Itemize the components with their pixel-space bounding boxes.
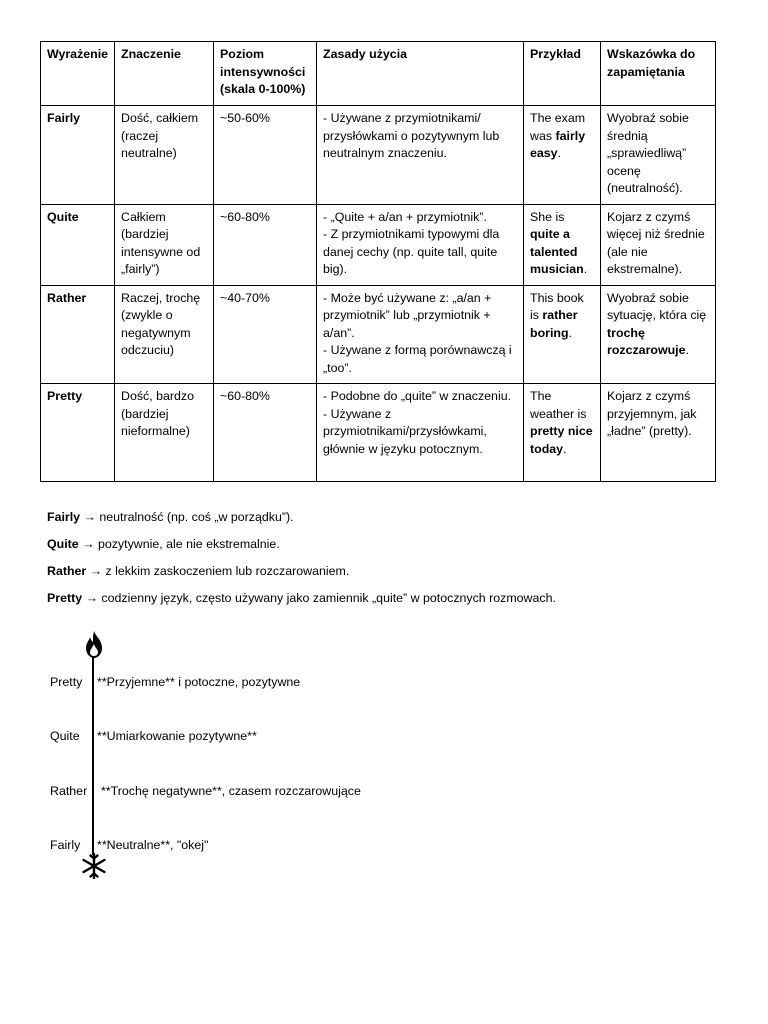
header-cell: Wskazówka do zapamiętania bbox=[601, 42, 716, 106]
table-row bbox=[41, 204, 716, 285]
example-cell bbox=[524, 106, 601, 205]
summary-text: → z lekkim zaskoczeniem lub rozczarowaniem. bbox=[86, 564, 350, 578]
summary-word: Quite bbox=[47, 537, 79, 551]
hint-pre: Wyobraź sobie sytuację, która cię bbox=[607, 290, 707, 322]
example-pre: The exam was bbox=[530, 111, 586, 143]
summary-word: Pretty bbox=[47, 591, 83, 605]
example-pre: This book is bbox=[530, 290, 584, 322]
example-cell bbox=[524, 384, 601, 482]
level-cell: ~60-80% bbox=[214, 384, 317, 482]
hint-pre: Kojarz z czymś przyjemnym, jak „ładne” (pretty). bbox=[607, 389, 697, 438]
scale-label: Fairly bbox=[50, 838, 81, 852]
scale-label: Pretty bbox=[50, 675, 83, 689]
example-bold: fairly easy bbox=[530, 128, 586, 160]
summary-word: Fairly bbox=[47, 510, 81, 524]
table-row bbox=[41, 106, 716, 205]
scale-label: Quite bbox=[50, 729, 80, 743]
summary-line bbox=[47, 510, 294, 524]
hint-pre: Kojarz z czymś więcej niż średnie (ale nie ekstremalne). bbox=[607, 209, 705, 276]
rule-line: - Używane z formą porównawczą i „too”. bbox=[323, 343, 512, 375]
header-cell: Poziom intensywności (skala 0-100%) bbox=[214, 42, 317, 106]
summary-text: → pozytywnie, ale nie ekstremalnie. bbox=[78, 537, 280, 551]
rules-cell bbox=[317, 204, 524, 285]
comparison-table bbox=[40, 41, 716, 482]
expression-cell: Quite bbox=[41, 204, 115, 285]
example-bold: rather boring bbox=[530, 308, 578, 340]
example-pre: The weather is bbox=[530, 389, 587, 421]
rule-line: - Podobne do „quite” w znaczeniu. bbox=[323, 389, 512, 403]
level-cell: ~50-60% bbox=[214, 106, 317, 205]
summary-word: Rather bbox=[47, 564, 87, 578]
fire-icon bbox=[83, 630, 105, 660]
rule-line: - „Quite + a/an + przymiotnik”. bbox=[323, 209, 487, 224]
scale-description: **Neutralne**, "okej" bbox=[97, 838, 209, 852]
table-row bbox=[41, 384, 716, 482]
meaning-cell: Całkiem (bardziej intensywne od „fairly”) bbox=[115, 204, 214, 285]
summary-line bbox=[47, 591, 556, 605]
rules-cell bbox=[317, 384, 524, 482]
scale-description: **Umiarkowanie pozytywne** bbox=[97, 729, 257, 743]
example-cell bbox=[524, 285, 601, 384]
expression-cell: Pretty bbox=[41, 384, 115, 482]
rule-line: - Używane z przymiotnikami/ przysłówkami o pozytywnym lub neutralnym znaczeniu. bbox=[323, 111, 500, 160]
level-cell: ~60-80% bbox=[214, 204, 317, 285]
header-cell: Zasady użycia bbox=[317, 42, 524, 106]
hint-cell bbox=[601, 285, 716, 384]
scale-description: **Trochę negatywne**, czasem rozczarowujące bbox=[101, 784, 361, 798]
rules-cell bbox=[317, 285, 524, 384]
snowflake-icon bbox=[82, 853, 106, 879]
expression-cell: Fairly bbox=[41, 106, 115, 205]
summary-text: → codzienny język, często używany jako zamiennik „quite” w potocznych rozmowach. bbox=[82, 591, 556, 605]
header-cell: Wyrażenie bbox=[41, 42, 115, 106]
meaning-cell: Raczej, trochę (zwykle o negatywnym odczuciu) bbox=[115, 285, 214, 384]
rule-line: - Używane z przymiotnikami/przysłówkami, głównie w języku potocznym. bbox=[323, 406, 487, 456]
meaning-cell: Dość, bardzo (bardziej nieformalne) bbox=[115, 384, 214, 482]
table-header-row bbox=[41, 42, 716, 106]
header-cell: Znaczenie bbox=[115, 42, 214, 106]
example-bold: pretty nice today bbox=[530, 424, 593, 456]
hint-bold: trochę rozczarowuje bbox=[607, 325, 686, 357]
summary-line bbox=[47, 537, 280, 551]
example-cell bbox=[524, 204, 601, 285]
scale-label: Rather bbox=[50, 784, 88, 798]
rule-line: - Z przymiotnikami typowymi dla danej cechy (np. quite tall, quite big). bbox=[323, 227, 500, 276]
example-bold: quite a talented musician bbox=[530, 227, 584, 276]
hint-cell bbox=[601, 204, 716, 285]
summary-line bbox=[47, 564, 349, 578]
rule-line: - Może być używane z: „a/an + przymiotnik” lub „przymiotnik + a/an”. bbox=[323, 290, 492, 340]
header-cell: Przykład bbox=[524, 42, 601, 106]
example-post: . bbox=[583, 262, 588, 276]
hint-cell bbox=[601, 106, 716, 205]
summary-text: → neutralność (np. coś „w porządku”). bbox=[80, 510, 294, 524]
rules-cell bbox=[317, 106, 524, 205]
hint-post: . bbox=[685, 343, 689, 357]
expression-cell: Rather bbox=[41, 285, 115, 384]
meaning-cell: Dość, całkiem (raczej neutralne) bbox=[115, 106, 214, 205]
hint-pre: Wyobraź sobie średnią „sprawiedliwą” ocenę (neutralność). bbox=[607, 111, 689, 195]
scale-description: **Przyjemne** i potoczne, pozytywne bbox=[97, 675, 301, 689]
example-post: . bbox=[557, 146, 562, 160]
example-post: . bbox=[563, 441, 567, 456]
example-post: . bbox=[568, 325, 572, 340]
example-pre: She is bbox=[530, 209, 565, 224]
level-cell: ~40-70% bbox=[214, 285, 317, 384]
table-row bbox=[41, 285, 716, 384]
hint-cell bbox=[601, 384, 716, 482]
